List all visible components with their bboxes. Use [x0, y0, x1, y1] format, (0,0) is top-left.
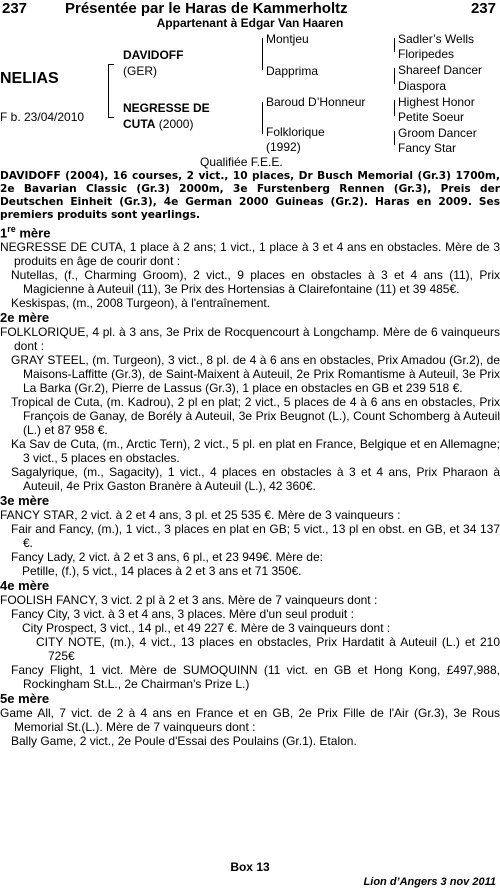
produce-entry: Tropical de Cuta, (m. Kadrou), 2 pl en plat; 2 vict., 5 places de 4 à 6 ans en obstacles, Prix François de Ganay, de Borély à Auteuil, 3e Prix Beugnot (L.), Count Schomberg à Auteuil (L.) et 87 958 €.: [11, 395, 500, 438]
produce-entry: Petille, (f.), 5 vict., 14 places à 2 et 3 ans et 71 350€.: [22, 564, 302, 579]
bracket-line: [262, 38, 263, 70]
bracket-line: [262, 102, 263, 134]
ancestor-g8: Fancy Star: [398, 141, 457, 155]
box-number: Box 13: [230, 860, 270, 874]
dam-record: FOLKLORIQUE, 4 pl. à 3 ans, 3e Prix de Rocquencourt à Longchamp. Mère de 6 vainqueurs dont :: [0, 325, 500, 354]
horse-info: F b. 23/04/2010: [0, 110, 85, 124]
sire-summary: DAVIDOFF (2004), 16 courses, 2 vict., 10 places, Dr Busch Memorial (Gr.3) 1700m, 2e Bavarian Classic (Gr.3) 2000m, 3e Furstenberg Rennen (Gr.3), Preis der Deutschen Einheit (Gr.3), 4e German 2000 Guineas (Gr.2). Haras en 2009. Ses premiers produits sont yearlings.: [0, 170, 500, 221]
bracket-line: [108, 64, 109, 118]
dam-record: NEGRESSE DE CUTA, 1 place à 2 ans; 1 vict., 1 place à 3 et 4 ans en obstacles. Mère de 3 produits en âge de courir dont :: [0, 240, 500, 269]
produce-entry: Nutellas, (f., Charming Groom), 2 vict., 9 places en obstacles à 3 et 4 ans (11), Prix Magicienne à Auteuil (11), 3e Prix des Hortensias à Clairefontaine (11) et 39 485€.: [11, 268, 500, 297]
dam-dam-year: (1992): [266, 140, 301, 154]
dam-sire: Baroud D’Honneur: [266, 95, 366, 109]
lot-number-right: 237: [470, 0, 496, 17]
produce-entry: Fancy Lady, 2 vict. à 2 et 3 ans, 6 pl., et 23 949€. Mère de:: [11, 550, 323, 565]
section-title-2: 2e mère: [0, 310, 50, 326]
ancestor-g7: Groom Dancer: [398, 126, 477, 140]
produce-entry: Fancy Flight, 1 vict. Mère de SUMOQUINN (11 vict. en GB et Hong Kong, £497,988, Rockingham St.L., 2e Chairman's Prize L.): [11, 663, 500, 692]
produce-entry: CITY NOTE, (m.), 4 vict., 13 places en obstacles, Prix Hardatit à Auteuil (L.) et 210 725€: [36, 635, 500, 664]
qualification: Qualifiée F.E.E.: [200, 155, 283, 169]
owner-line: Appartenant à Edgar Van Haaren: [156, 16, 344, 30]
section-title-5: 5e mère: [0, 691, 50, 707]
sale-place-date: Lion d’Angers 3 nov 2011: [363, 876, 496, 888]
produce-entry: Ka Sav de Cuta, (m., Arctic Tern), 2 vict., 5 pl. en plat en France, Belgique et en Allemagne; 3 vict., 5 places en obstacles.: [11, 437, 500, 466]
produce-entry: Keskispas, (m., 2008 Turgeon), à l'entraînement.: [11, 296, 271, 311]
produce-entry: Sagalyrique, (m., Sagacity), 1 vict., 4 places en obstacles à 3 et 4 ans, Prix Pharaon à Auteuil, 4e Prix Gaston Branère à Auteuil (L.), 42 360€.: [11, 465, 500, 494]
ancestor-g5: Highest Honor: [398, 95, 475, 109]
lot-number-left: 237: [2, 0, 28, 17]
ancestor-g3: Shareef Dancer: [398, 63, 483, 77]
catalogue-body: [0, 170, 500, 748]
page-title: Présentée par le Haras de Kammerholtz: [65, 0, 348, 17]
produce-entry: Bally Game, 2 vict., 2e Poule d'Essai des Poulains (Gr.1). Etalon.: [11, 734, 357, 749]
produce-entry: Fancy City, 3 vict. à 3 et 4 ans, 3 places. Mère d'un seul produit :: [11, 607, 354, 622]
sire-name: DAVIDOFF: [123, 48, 184, 62]
ancestor-g6: Petite Soeur: [398, 110, 465, 124]
sire-country: (GER): [123, 64, 157, 78]
produce-entry: GRAY STEEL, (m. Turgeon), 3 vict., 8 pl. de 4 à 6 ans en obstacles, Prix Amadou (Gr.2), de Maisons-Laffitte (Gr.3), de Saint-Maixent à Auteuil, 2e Prix Romantisme à Auteuil, 3e Prix La Barka (Gr.2), Pierre de Lassus (Gr.3), 1 place en obstacles en GB et 239 518 €.: [11, 353, 500, 396]
section-title-1: 1re mère: [0, 224, 51, 241]
horse-name: NELIAS: [0, 70, 59, 87]
dam-record: Game All, 7 vict. de 2 à 4 ans en France et en GB, 2e Prix Fille de l'Air (Gr.3), 3e Rous Memorial St.(L.). Mère de 7 vainqueurs dont :: [0, 706, 500, 735]
sire-dam: Dapprima: [266, 64, 319, 78]
ancestor-g4: Diaspora: [398, 79, 447, 93]
dam-name-line1: NEGRESSE DE: [123, 101, 210, 115]
dam-name-line2: CUTA (2000): [123, 117, 194, 131]
sire-sire: Montjeu: [266, 32, 309, 46]
ancestor-g2: Floripedes: [398, 47, 455, 61]
section-title-3: 3e mère: [0, 493, 50, 509]
produce-entry: Fair and Fancy, (m.), 1 vict., 3 places en plat en GB; 5 vict., 13 pl en obst. en GB, et 34 137 €.: [11, 522, 500, 551]
dam-record: FOOLISH FANCY, 3 vict. 2 pl à 2 et 3 ans. Mère de 7 vainqueurs dont :: [0, 593, 378, 608]
produce-entry: City Prospect, 3 vict., 14 pl., et 49 227 €. Mère de 3 vainqueurs dont :: [22, 621, 391, 636]
section-title-4: 4e mère: [0, 578, 50, 594]
dam-record: FANCY STAR, 2 vict. à 2 et 4 ans, 3 pl. et 25 535 €. Mère de 3 vainqueurs :: [0, 508, 401, 523]
dam-dam: Folklorique: [266, 125, 325, 139]
ancestor-g1: Sadler’s Wells: [398, 32, 475, 46]
